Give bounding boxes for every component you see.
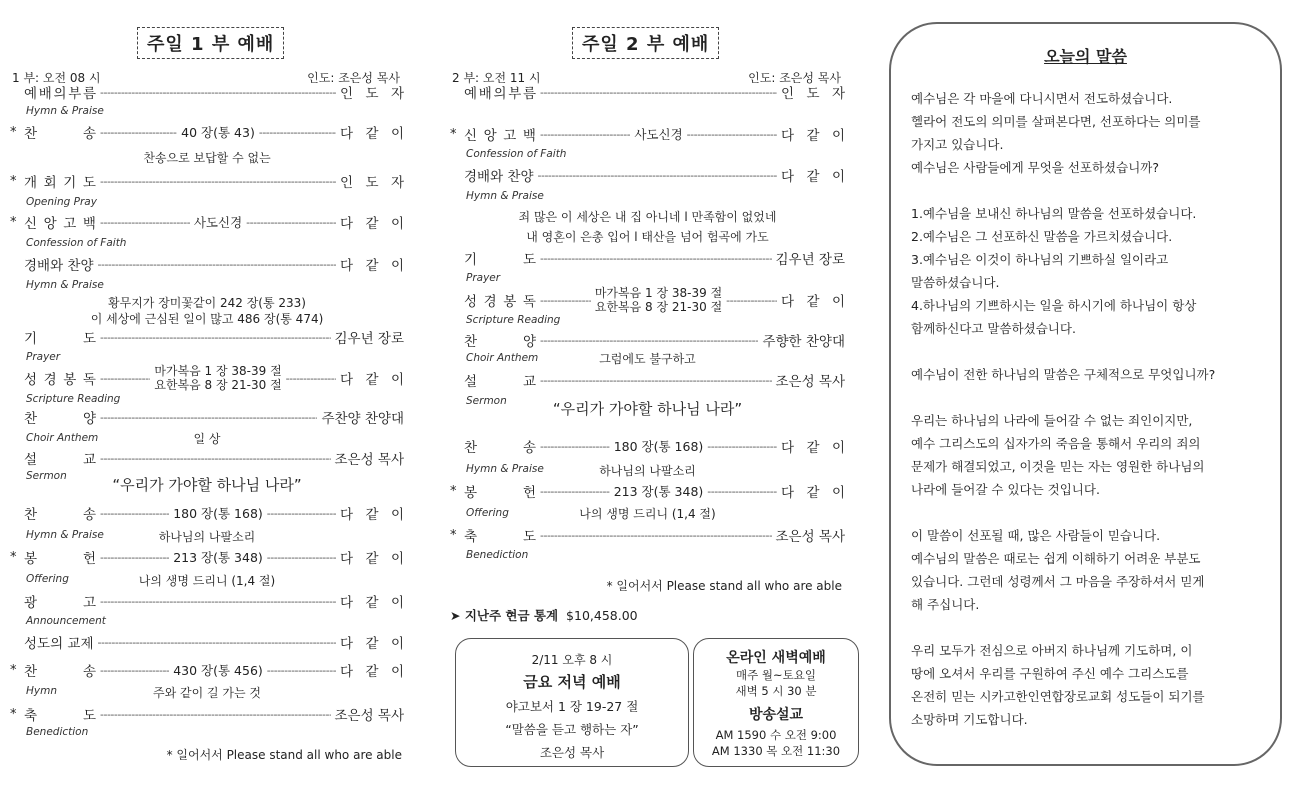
service1-time: 1 부: 오전 08 시 — [12, 71, 101, 85]
todays-word-line: 땅에 오셔서 우리를 구원하여 주신 예수 그리스도를 — [911, 666, 1189, 681]
service1-note: * 일어서서 Please stand all who are able — [166, 748, 402, 762]
service1-title: 주일 1 부 예배 — [137, 27, 284, 59]
item-english: Offering — [26, 573, 69, 585]
item-english: Hymn & Praise — [466, 463, 544, 475]
stand-marker: * — [10, 214, 17, 230]
leader-dots — [540, 128, 630, 141]
leader-dots — [100, 507, 169, 520]
todays-word-title: 오늘의 말씀 — [1044, 47, 1127, 66]
item-performer: 인 도 자 — [781, 86, 845, 102]
todays-word-line: 함께하신다고 말씀하셨습니다. — [911, 321, 1076, 336]
item-detail: 180 장(통 168) — [613, 439, 704, 454]
friday-speaker: 조은성 목사 — [539, 745, 605, 760]
item-english: Confession of Faith — [466, 148, 567, 160]
service2-item-row — [450, 371, 845, 389]
service2-item-row — [450, 249, 845, 267]
service1-item-row — [10, 364, 404, 392]
item-performer: 다 같 이 — [340, 126, 404, 142]
service1-item-row — [10, 213, 404, 231]
item-label: 성도의 교제 — [24, 636, 94, 652]
item-label: 기 도 — [464, 252, 536, 268]
service1-item-row — [10, 633, 404, 651]
sermon-title: “우리가 가야할 하나님 나라” — [112, 476, 302, 494]
todays-word-line: 2.예수님은 그 선포하신 말씀을 가르치셨습니다. — [911, 229, 1173, 244]
leader-dots — [540, 374, 772, 387]
service2-item-row — [450, 83, 845, 101]
service2-item-row — [450, 482, 845, 500]
leader-dots — [100, 216, 190, 229]
item-performer: 주찬양 찬양대 — [321, 411, 404, 427]
leader-dots — [100, 708, 331, 721]
stand-marker: * — [10, 662, 17, 678]
online-time: 새벽 5 시 30 분 — [735, 684, 817, 698]
item-subtitle: 나의 생명 드리니 (1,4 절) — [138, 574, 276, 588]
service1-item-row — [10, 408, 404, 426]
item-english: Scripture Reading — [26, 393, 121, 405]
item-subtitle: 죄 많은 이 세상은 내 집 아니네 l 만족함이 없었네 — [518, 210, 777, 224]
item-label: 축 도 — [24, 708, 96, 724]
item-performer: 다 같 이 — [781, 485, 845, 501]
item-english: Hymn & Praise — [26, 529, 104, 541]
todays-word-line: 우리 모두가 전심으로 아버지 하나님께 기도하며, 이 — [911, 643, 1193, 658]
leader-dots — [100, 126, 177, 139]
stand-marker: * — [10, 706, 17, 722]
leader-dots — [100, 86, 336, 99]
service2-time: 2 부: 오전 11 시 — [452, 71, 541, 85]
service1-item-row — [10, 255, 404, 273]
item-english: Prayer — [26, 351, 61, 363]
item-label: 찬 송 — [24, 126, 96, 142]
leader-dots — [100, 551, 169, 564]
item-subtitle: 하나님의 나팔소리 — [158, 530, 256, 544]
item-english: Confession of Faith — [26, 237, 127, 249]
service1-item-row — [10, 328, 404, 346]
item-english: Hymn — [26, 685, 57, 697]
leader-dots — [100, 411, 317, 424]
leader-dots — [100, 331, 331, 344]
service2-item-row — [450, 125, 845, 143]
todays-word-line: 3.예수님은 이것이 하나님의 기쁘하실 일이라고 — [911, 252, 1169, 267]
item-performer: 다 같 이 — [340, 664, 404, 680]
item-english: Hymn & Praise — [466, 190, 544, 202]
leader-dots — [100, 452, 331, 465]
service2-item-row — [450, 437, 845, 455]
leader-dots — [267, 664, 336, 677]
leader-dots — [538, 169, 778, 182]
friday-scripture: 야고보서 1 장 19-27 절 — [505, 699, 639, 714]
todays-word-panel — [889, 22, 1282, 766]
service2-leader: 인도: 조은성 목사 — [748, 71, 841, 85]
item-detail: 213 장(통 348) — [613, 484, 704, 499]
item-label: 찬 양 — [464, 334, 536, 350]
todays-word-line: 예수님은 사람들에게 무엇을 선포하셨습니까? — [911, 160, 1159, 175]
service2-item-row — [450, 526, 845, 544]
leader-dots — [540, 252, 772, 265]
item-label: 찬 양 — [24, 411, 96, 427]
todays-word-line: 헬라어 전도의 의미를 살펴본다면, 선포하다는 의미를 — [911, 114, 1201, 129]
leader-dots — [540, 529, 772, 542]
leader-dots — [98, 636, 337, 649]
item-performer: 다 같 이 — [340, 636, 404, 652]
leader-dots — [540, 485, 610, 498]
item-english: Choir Anthem — [466, 352, 539, 364]
scripture-refs: 마가복음 1 장 38-39 절 요한복음 8 장 21-30 절 — [594, 286, 723, 314]
offering-label: ➤ 지난주 현금 통계 — [450, 608, 559, 623]
todays-word-line: 1.예수님을 보내신 하나님의 말씀을 선포하셨습니다. — [911, 206, 1197, 221]
item-performer: 다 같 이 — [340, 258, 404, 274]
friday-date: 2/11 오후 8 시 — [531, 653, 613, 667]
todays-word-line: 4.하나님의 기쁘하시는 일을 하시기에 하나님이 항상 — [911, 298, 1197, 313]
leader-dots — [286, 372, 336, 385]
leader-dots — [259, 126, 336, 139]
item-label: 경배와 찬양 — [464, 169, 534, 185]
item-detail: 430 장(통 456) — [173, 663, 263, 678]
item-performer: 주향한 찬양대 — [762, 334, 845, 350]
item-performer: 조은성 목사 — [775, 529, 845, 545]
item-performer: 다 같 이 — [340, 216, 404, 232]
item-english: Hymn & Praise — [26, 279, 104, 291]
online-days: 매주 월~토요일 — [736, 668, 816, 682]
item-performer: 다 같 이 — [340, 551, 404, 567]
item-english: Sermon — [466, 395, 507, 407]
stand-marker: * — [10, 173, 17, 189]
online-title: 온라인 새벽예배 — [726, 650, 826, 666]
item-label: 성 경 봉 독 — [24, 372, 96, 388]
item-label: 찬 송 — [464, 440, 536, 456]
item-performer: 다 같 이 — [340, 372, 404, 388]
item-label: 개 회 기 도 — [24, 175, 96, 191]
item-performer: 다 같 이 — [781, 169, 845, 185]
item-english: Benediction — [26, 726, 89, 738]
friday-service-box — [455, 638, 689, 767]
service1-item-row — [10, 83, 404, 101]
todays-word-line: 해 주십니다. — [911, 597, 980, 612]
item-detail: 40 장(통 43) — [181, 125, 255, 140]
item-label: 예 배 의 부 름 — [24, 86, 96, 102]
service1-item-row — [10, 548, 404, 566]
leader-dots — [726, 294, 777, 307]
item-label: 경배와 찬양 — [24, 258, 94, 274]
leader-dots — [267, 507, 336, 520]
item-detail: 사도신경 — [634, 127, 683, 142]
sermon-title: “우리가 가야할 하나님 나라” — [552, 400, 743, 418]
leader-dots — [100, 175, 336, 188]
item-label: 예 배 의 부 름 — [464, 86, 536, 102]
stand-marker: * — [10, 549, 17, 565]
item-label: 설 교 — [24, 452, 96, 468]
stand-marker: * — [450, 126, 457, 142]
item-detail: 180 장(통 168) — [173, 506, 263, 521]
service1-leader: 인도: 조은성 목사 — [307, 71, 400, 85]
todays-word-line: 소망하며 기도합니다. — [911, 712, 1028, 727]
leader-dots — [100, 372, 150, 385]
item-label: 기 도 — [24, 331, 96, 347]
item-label: 찬 송 — [24, 507, 96, 523]
friday-topic: “말씀을 듣고 행하는 자” — [505, 722, 639, 737]
item-english: Hymn & Praise — [26, 105, 104, 117]
stand-marker: * — [10, 124, 17, 140]
todays-word-line: 온전히 믿는 시카고한인연합장로교회 성도들이 되기를 — [911, 689, 1205, 704]
scripture-refs: 마가복음 1 장 38-39 절 요한복음 8 장 21-30 절 — [154, 364, 282, 392]
item-subtitle: 나의 생명 드리니 (1,4 절) — [579, 507, 716, 521]
item-subtitle: 일 상 — [193, 432, 221, 446]
item-subtitle: 내 영혼이 은총 입어 l 태산을 넘어 험곡에 가도 — [526, 230, 769, 244]
service2-item-row — [450, 166, 845, 184]
radio-am2: AM 1330 목 오전 11:30 — [711, 744, 841, 758]
todays-word-line: 예수님은 각 마을에 다니시면서 전도하셨습니다. — [911, 91, 1173, 106]
radio-title: 방송설교 — [748, 707, 804, 723]
leader-dots — [98, 258, 337, 271]
todays-word-line: 예수님이 전한 하나님의 말씀은 구체적으로 무엇입니까? — [911, 367, 1216, 382]
service1-item-row — [10, 705, 404, 723]
todays-word-line: 있습니다. 그런데 성령께서 그 마음을 주장하셔서 믿게 — [911, 574, 1205, 589]
item-performer: 김우년 장로 — [334, 331, 404, 347]
leader-dots — [267, 551, 336, 564]
item-english: Sermon — [26, 470, 67, 482]
item-performer: 다 같 이 — [781, 294, 845, 310]
item-label: 봉 헌 — [24, 551, 96, 567]
service2-item-row — [450, 331, 845, 349]
item-subtitle: 하나님의 나팔소리 — [599, 464, 696, 478]
todays-word-line: 문제가 해결되었고, 이것을 믿는 자는 영원한 하나님의 — [911, 459, 1205, 474]
service1-item-row — [10, 592, 404, 610]
leader-dots — [100, 664, 169, 677]
item-performer: 김우년 장로 — [775, 252, 845, 268]
online-dawn-box — [693, 638, 859, 767]
item-english: Choir Anthem — [26, 432, 99, 444]
item-performer: 다 같 이 — [340, 595, 404, 611]
service2-title: 주일 2 부 예배 — [572, 27, 719, 59]
todays-word-line: 이 말씀이 선포될 때, 많은 사람들이 믿습니다. — [911, 528, 1161, 543]
leader-dots — [707, 485, 777, 498]
leader-dots — [707, 440, 777, 453]
service1-item-row — [10, 504, 404, 522]
service2-note: * 일어서서 Please stand all who are able — [606, 579, 842, 593]
leader-dots — [246, 216, 336, 229]
item-label: 봉 헌 — [464, 485, 536, 501]
item-performer: 조은성 목사 — [775, 374, 845, 390]
service1-item-row — [10, 449, 404, 467]
leader-dots — [540, 294, 591, 307]
item-subtitle: 주와 같이 길 가는 것 — [153, 686, 261, 700]
item-detail: 사도신경 — [193, 215, 243, 230]
item-english: Prayer — [466, 272, 501, 284]
item-subtitle: 이 세상에 근심된 일이 많고 486 장(통 474) — [90, 312, 324, 326]
item-performer: 다 같 이 — [781, 128, 845, 144]
todays-word-line: 예수님의 말씀은 때로는 쉽게 이해하기 어려운 부분도 — [911, 551, 1201, 566]
item-performer: 조은성 목사 — [334, 452, 404, 468]
todays-word-line: 나라에 들어갈 수 있다는 것입니다. — [911, 482, 1100, 497]
leader-dots — [540, 86, 777, 99]
service1-item-row — [10, 661, 404, 679]
item-label: 신 앙 고 백 — [24, 216, 96, 232]
todays-word-line: 우리는 하나님의 나라에 들어갈 수 없는 죄인이지만, — [911, 413, 1193, 428]
item-label: 설 교 — [464, 374, 536, 390]
item-subtitle: 찬송으로 보답할 수 없는 — [143, 151, 271, 165]
item-performer: 다 같 이 — [781, 440, 845, 456]
todays-word-line: 가지고 있습니다. — [911, 137, 1004, 152]
leader-dots — [540, 440, 610, 453]
item-performer: 다 같 이 — [340, 507, 404, 523]
leader-dots — [100, 595, 336, 608]
item-english: Benediction — [466, 549, 529, 561]
item-label: 축 도 — [464, 529, 536, 545]
service1-item-row — [10, 172, 404, 190]
radio-am1: AM 1590 수 오전 9:00 — [715, 728, 837, 742]
item-english: Announcement — [26, 615, 106, 627]
leader-dots — [687, 128, 777, 141]
item-english: Offering — [466, 507, 509, 519]
item-performer: 인 도 자 — [340, 175, 404, 191]
item-detail: 213 장(통 348) — [173, 550, 263, 565]
service1-item-row — [10, 123, 404, 141]
offering-value: $10,458.00 — [566, 608, 638, 623]
item-performer: 조은성 목사 — [334, 708, 404, 724]
item-subtitle: 그럼에도 불구하고 — [599, 352, 696, 366]
item-english: Opening Pray — [26, 196, 97, 208]
item-label: 성 경 봉 독 — [464, 294, 536, 310]
item-label: 찬 송 — [24, 664, 96, 680]
stand-marker: * — [450, 483, 457, 499]
item-subtitle: 황무지가 장미꽃같이 242 장(통 233) — [108, 296, 306, 310]
friday-title: 금요 저녁 예배 — [523, 673, 621, 691]
item-label: 신 앙 고 백 — [464, 128, 536, 144]
item-performer: 인 도 자 — [340, 86, 404, 102]
todays-word-line: 말씀하셨습니다. — [911, 275, 1000, 290]
todays-word-line: 예수 그리스도의 십자가의 죽음을 통해서 우리의 죄의 — [911, 436, 1201, 451]
stand-marker: * — [450, 527, 457, 543]
item-label: 광 고 — [24, 595, 96, 611]
leader-dots — [540, 334, 758, 347]
item-english: Scripture Reading — [466, 314, 561, 326]
service2-item-row — [450, 286, 845, 314]
offering-stats — [450, 606, 638, 624]
